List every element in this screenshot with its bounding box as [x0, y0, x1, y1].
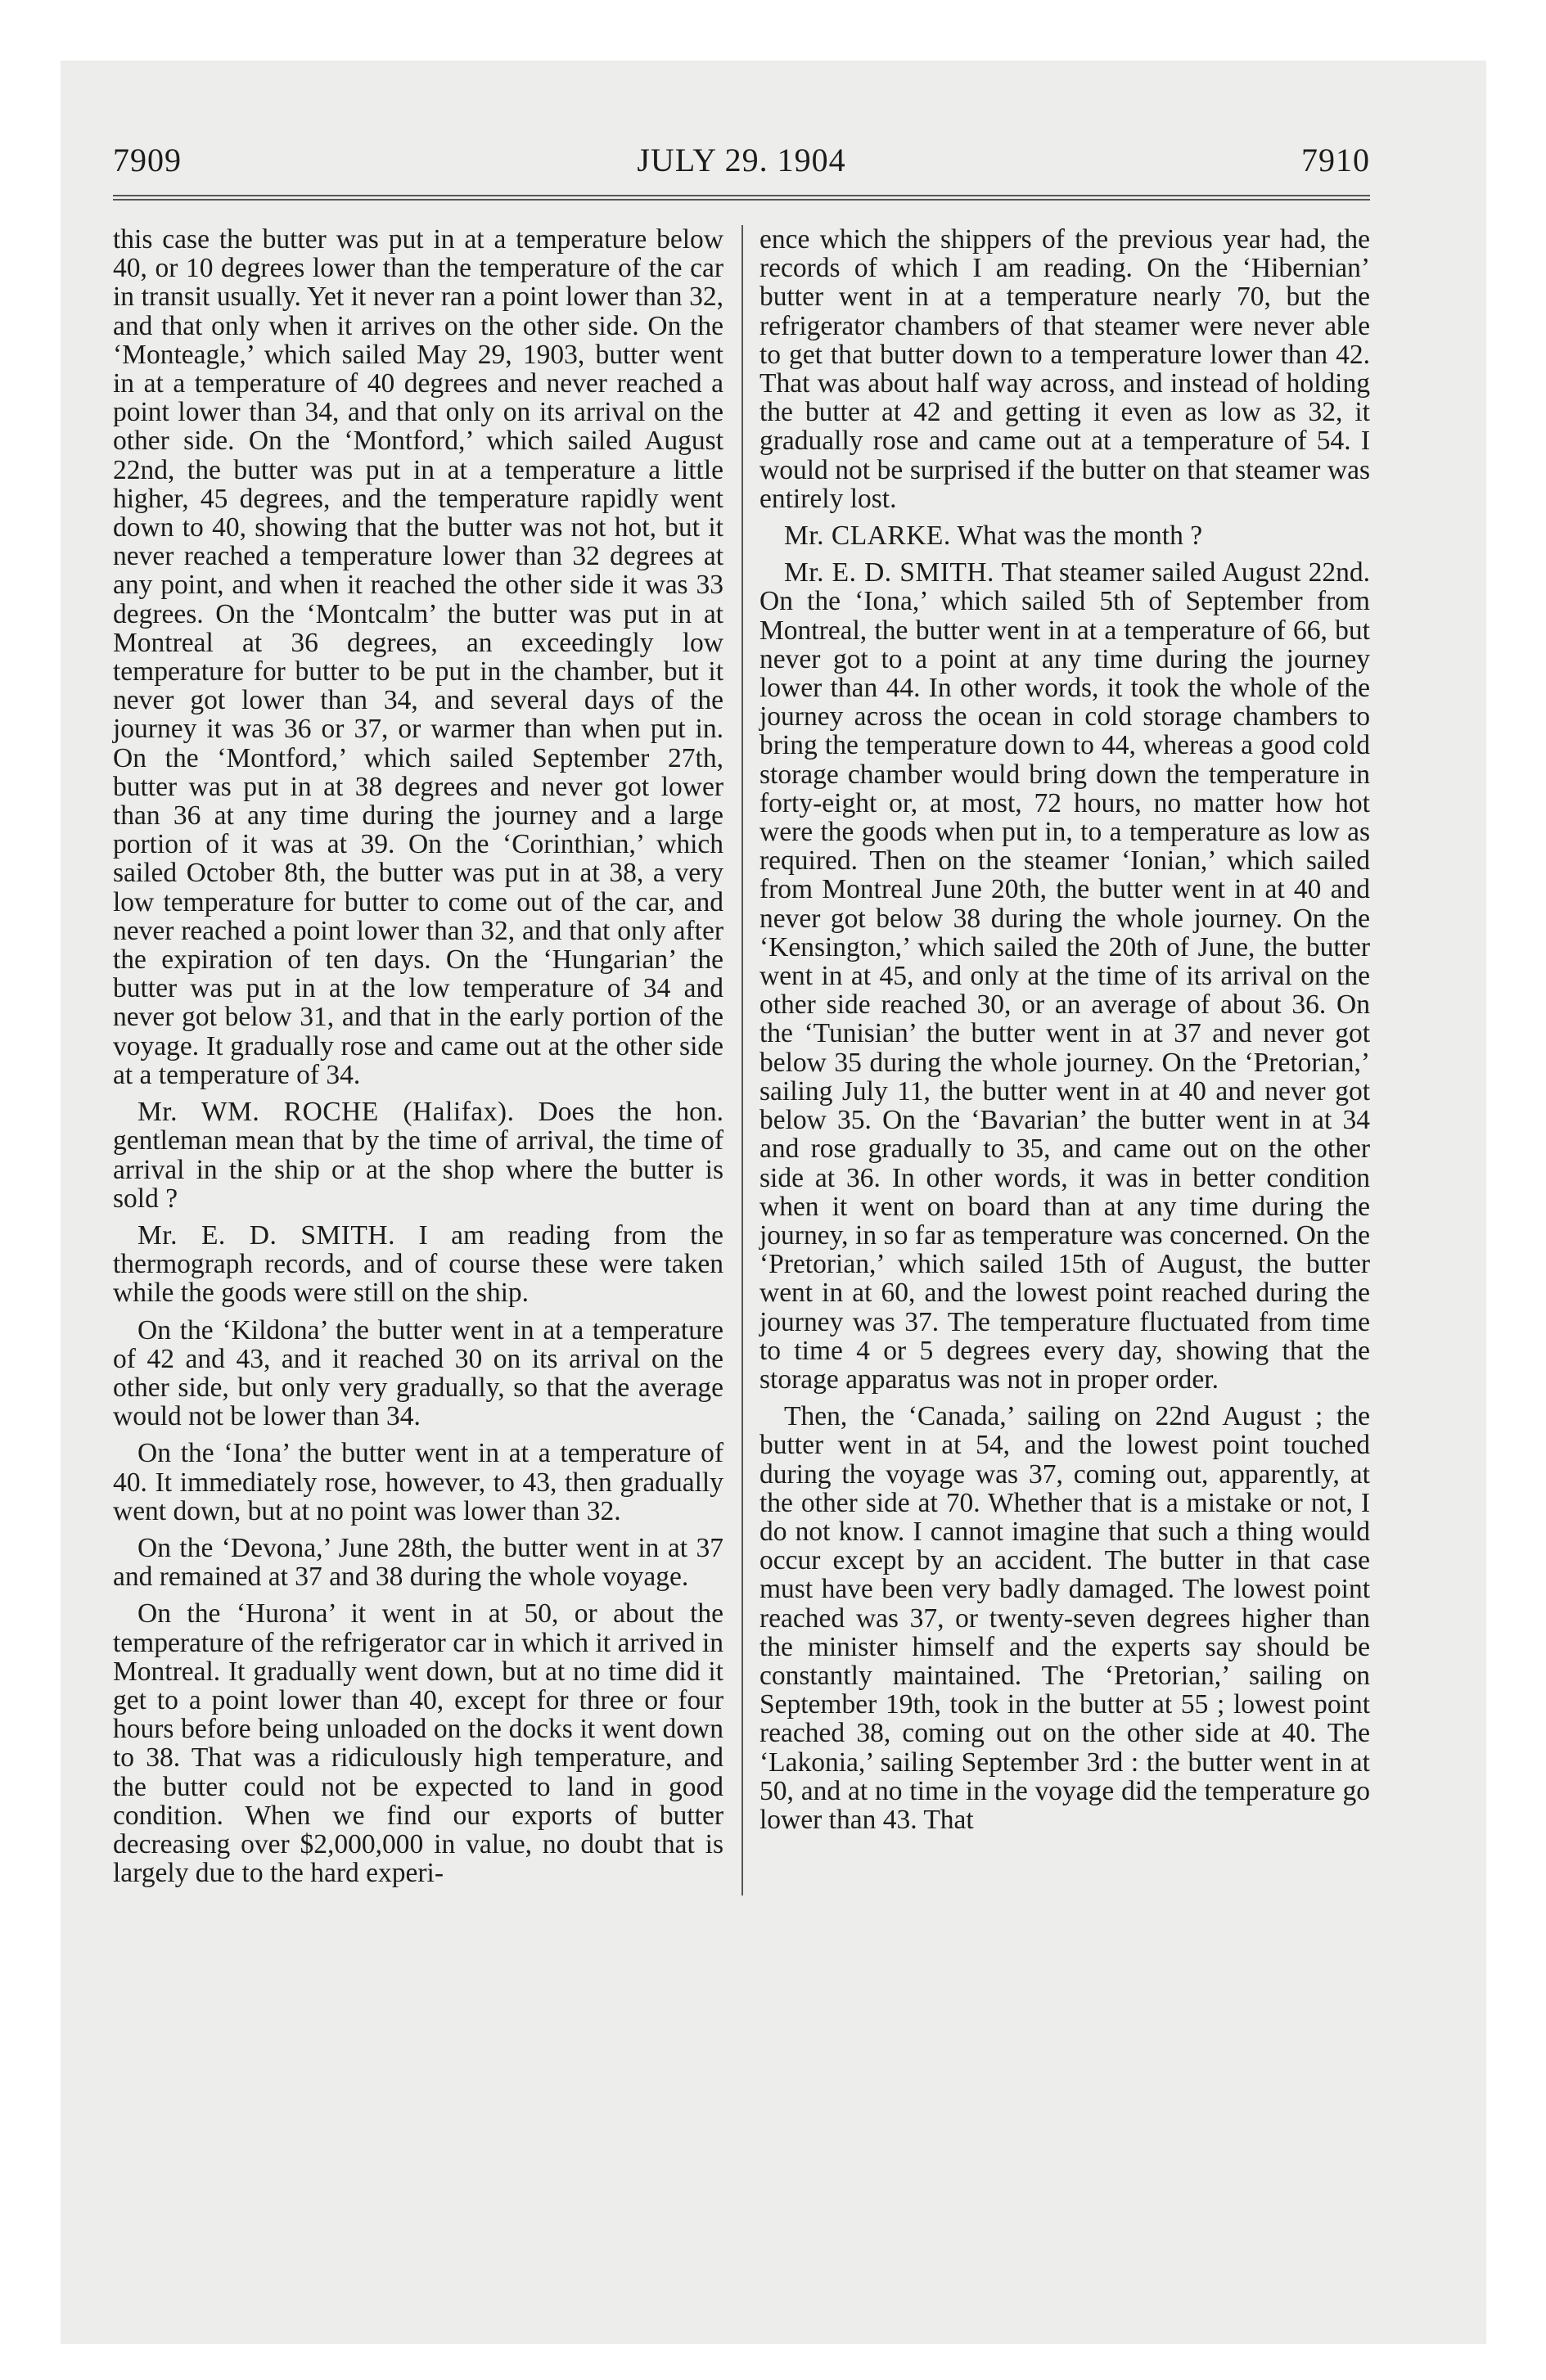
- paragraph-text: Then, the ‘Canada,’ sailing on 22nd August ; the butter went in at 54, and the lowest point touched during the voyage was 37, coming out, apparently, at the other side at 70. Whether that is a mistake or not, I do not know. I cannot imagine that such a thing would occur except by an accident. The butter in that case must have been very badly damaged. The lowest point reached was 37, or twenty-seven degrees higher than the minister himself and the experts say should be constantly maintained. The ‘Pretorian,’ sailing on September 19th, took in the butter at 55 ; lowest point reached 38, coming out on the other side at 40. The ‘Lakonia,’ sailing September 3rd : the butter went in at 50, and at no time in the voyage did the temperature go lower than 43. That: [759, 1401, 1370, 1835]
- text-columns: [113, 225, 1370, 1895]
- paragraph: [113, 1221, 723, 1308]
- paragraph-text: On the ‘Hurona’ it went in at 50, or about the temperature of the refrigerator car in which it arrived in Montreal. It gradually went down, but at no time did it get to a point lower than 40, except for three or four hours before being unloaded on the docks it went down to 38. That was a ridiculously high temperature, and the butter could not be expected to land in good condition. When we find our exports of butter decreasing over $2,000,000 in value, no doubt that is largely due to the hard experi-: [113, 1598, 723, 1889]
- page-date: JULY 29. 1904: [637, 142, 846, 178]
- paragraph-text: On the ‘Kildona’ the butter went in at a temperature of 42 and 43, and it reached 30 on its arrival on the other side, but only very gradually, so that the average would not be lower than 34.: [113, 1314, 723, 1432]
- speaker-name: Mr. CLARKE.: [784, 521, 951, 552]
- right-page-number: 7910: [1301, 142, 1370, 178]
- paragraph: [759, 558, 1370, 1394]
- paragraph: [113, 1098, 723, 1213]
- paragraph-text: Does the hon. gentleman mean that by the time of arrival, the time of arrival in the ship or at the shop where the butter is sold ?: [113, 1097, 723, 1214]
- column-divider: [741, 225, 743, 1895]
- speaker-name: Mr. WM. ROCHE (Halifax).: [137, 1097, 515, 1128]
- paragraph: [759, 521, 1370, 550]
- paragraph-text: On the ‘Devona,’ June 28th, the butter went in at 37 and remained at 37 and 38 during the whole voyage.: [113, 1532, 723, 1593]
- paragraph: [113, 1599, 723, 1887]
- paragraph-text: this case the butter was put in at a temperature below 40, or 10 degrees lower than the temperature of the car in transit usually. Yet it never ran a point lower than 32, and that only when it arrives on the other side. On the ‘Monteagle,’ which sailed May 29, 1903, butter went in at a temperature of 40 degrees and never reached a point lower than 34, and that only on its arrival on the other side. On the ‘Montford,’ which sailed August 22nd, the butter was put in at a temperature a little higher, 45 degrees, and the temperature rapidly went down to 40, showing that the butter was not hot, but it never reached a temperature lower than 32 degrees at any point, and when it reached the other side it was 33 degrees. On the ‘Montcalm’ the butter was put in at Montreal at 36 degrees, an exceedingly low temperature for butter to be put in the chamber, but it never got lower than 34, and several days of the journey it was 36 or 37, or warmer than when put in. On the ‘Montford,’ which sailed September 27th, butter was put in at 38 degrees and never got lower than 36 at any time during the journey and a large portion of it was at 39. On the ‘Corinthian,’ which sailed October 8th, the butter was put in at 38, a very low temperature for butter to come out of the car, and never reached a point lower than 32, and that only after the expiration of ten days. On the ‘Hungarian’ the butter was put in at the low temperature of 34 and never got below 31, and that in the early portion of the voyage. It gradually rose and came out at the other side at a temperature of 34.: [113, 224, 723, 1090]
- paragraph: [113, 1439, 723, 1526]
- hansard-page: [113, 141, 1370, 1895]
- speaker-name: Mr. E. D. SMITH.: [784, 557, 994, 588]
- paragraph-text: That steamer sailed August 22nd. On the ‘Iona,’ which sailed 5th of September from Montreal, the butter went in at a temperature of 66, but never got to a point at any time during the journey lower than 44. In other words, it took the whole of the journey across the ocean in cold storage chambers to bring the temperature down to 44, whereas a good cold storage chamber would bring down the temperature in forty-eight or, at most, 72 hours, no matter how hot were the goods when put in, to a temperature as low as required. Then on the steamer ‘Ionian,’ which sailed from Montreal June 20th, the butter went in at 40 and never got below 38 during the whole journey. On the ‘Kensington,’ which sailed the 20th of June, the butter went in at 45, and only at the time of its arrival on the other side reached 30, or an average of about 36. On the ‘Tunisian’ the butter went in at 37 and never got below 35 during the whole journey. On the ‘Pretorian,’ sailing July 11, the butter went in at 40 and never got below 35. On the ‘Bavarian’ the butter went in at 34 and rose gradually to 35, and came out on the other side at 36. In other words, it was in better condition when it went on board than at any time during the journey, in so far as temperature was concerned. On the ‘Pretorian,’ which sailed 15th of August, the butter went in at 60, and the lowest point reached during the journey was 37. The temperature fluctuated from time to time 4 or 5 degrees every day, showing that the storage apparatus was not in proper order.: [759, 557, 1370, 1395]
- left-column: [113, 225, 723, 1895]
- paragraph-text: What was the month ?: [957, 521, 1203, 552]
- page-header: [113, 141, 1370, 187]
- paragraph-text: ence which the shippers of the previous year had, the records of which I am reading. On the ‘Hibernian’ butter went in at a temperature nearly 70, but the refrigerator chambers of that steamer were never able to get that butter down to a temperature lower than 42. That was about half way across, and instead of holding the butter at 42 and getting it even as low as 32, it gradually rose and came out at a temperature of 54. I would not be surprised if the butter on that steamer was entirely lost.: [759, 224, 1370, 514]
- paragraph: [759, 225, 1370, 513]
- right-column: [759, 225, 1370, 1895]
- left-page-number: 7909: [113, 142, 182, 178]
- paragraph-text: I am reading from the thermograph records, and of course these were taken while the goods were still on the ship.: [113, 1219, 724, 1309]
- paragraph: [113, 1534, 723, 1591]
- paragraph: [113, 1316, 723, 1431]
- speaker-name: Mr. E. D. SMITH.: [137, 1219, 395, 1251]
- paragraph-text: On the ‘Iona’ the butter went in at a temperature of 40. It immediately rose, however, to 43, then gradually went down, but at no point was lower than 32.: [113, 1438, 723, 1526]
- header-rule: [113, 195, 1370, 201]
- paragraph: [113, 225, 723, 1089]
- paragraph: [759, 1402, 1370, 1834]
